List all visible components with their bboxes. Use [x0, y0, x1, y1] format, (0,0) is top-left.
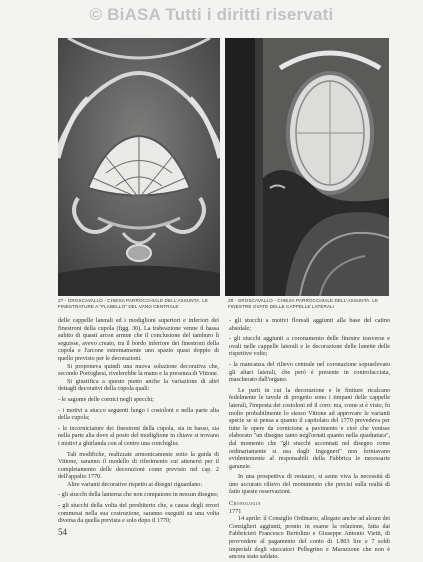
paragraph: Tali modifiche, realizzate armonicamente sotto la guida di Vittone, saranno il modello di riferimento cui attenersi per il completamento delle decorazioni come previsto nel cap. 2 dell'appalto 1770.	[58, 451, 219, 481]
left-text-column	[58, 318, 219, 526]
list-item: - la mancanza del rilievo centrale nel coronazione sopraelevato gli altari laterali, che però è presente in controfacciata, mascherato dall'organo.	[229, 361, 390, 384]
paragraph: In una prospettiva di restauro, si sente viva la necessità di uno accurato rilievo del monumento che precisi sulla realtà di fatto queste osservazioni.	[229, 474, 390, 496]
paragraph: Le parti in cui la decorazione e le finiture ricalcano fedelmente le tavole di progetto sono i timpani delle cappelle laterali, l'imposta dei costoloni ed il coro: ma, come si è visto, fu molto probabilmente lo stesso Vittone ad approvare le varianti specie se si pensa a quanto il capitolato del 1770 prevedeva per tutte le opere da cornicione a pavimento e cioè che venisse elaborato "un disegno tanto negl'ornati quanto nella quadratura", dal momento che "gli stucchi accennati nel disegno come ordinariamente si usa dagli Ingegneri" non forniavano evidentemente al responsabili della Fabbrica le necessarie garanzie.	[229, 387, 390, 470]
list-item: - gli stucchi della lanterna che non compaiono in nessun disegno;	[58, 492, 219, 499]
caption-right: 28 - GROSCAVALLO - CHIESA PARROCCHIALE DELL'ASSUNTA. LE FINESTRE OVATE DELLE CAPPELLE LATERALI	[228, 298, 379, 309]
watermark-banner: © BiASA Tutti i diritti riservati	[89, 5, 334, 24]
list-item: - le incorniciature dei finestroni della cupola, sia in basso, sia nella parte alta dove al posto del modiglione in chiave si trovano i motivi a ghirlanda con al centro una conchiglia;	[58, 425, 219, 447]
paragraph: Altre varianti decorative rispetto ai disegni riguardano:	[67, 481, 203, 488]
section-heading: Cronologia	[229, 501, 261, 508]
photo-oval-windows	[225, 38, 389, 296]
photo-flabello-window	[58, 38, 220, 296]
list-item: - i motivi a stucco seguenti lungo i costoloni e nella parte alta della cupola;	[58, 407, 219, 422]
list-item: - le sagome delle cornici negli specchi;	[58, 396, 154, 403]
caption-left: 27 - GROSCAVALLO - CHIESA PARROCCHIALE DELL'ASSUNTA. LE FINESTRATURE A "FLABELLO" DEL VANO CENTRALE	[58, 298, 209, 309]
right-text-column	[229, 318, 390, 562]
list-item: - gli stucchi aggiunti a coronamento delle finestre trasverse e ovali nelle cappelle laterali e le decorazione delle lunette delle rispettive volte;	[229, 336, 390, 358]
list-item: - gli stucchi a motivi floreali aggiunti alla base del catino absidale;	[229, 318, 390, 332]
page-number: 54	[58, 527, 67, 537]
paragraph: delle cappelle laterali ed i modiglioni superiori e inferiori dei finestroni della cupola (figg. 30). La trabeazione venne il bassa subito di quasti arcon armue che il conclusione del tamburo li seguisse, avevo creato, tra il bordo inferiore dei finestroni della cupola e l'arcone estremamente uno spazio quasi doppio di quello previsto per le decorazioni.	[58, 318, 219, 362]
year-heading: 1771	[229, 508, 242, 515]
paragraph: Si proponeva quindi una nuova soluzione decorativa che, secondo Portoghesi, rivelerebbe la mano e la presenza di Vittone.	[58, 363, 219, 378]
paragraph: Si giustifica a questo punto anche la variazione di altri dettagli decorativi della cupola quali:	[58, 378, 219, 393]
paragraph: 14 aprile: il Consiglio Ordinario, allegato anche ad alcuni dei Consiglieri aggiunti, pronto in esame la relazione, fatta dai Fabbricieri Francesco Bertolino e Giuseppe Antonio Vietti, di provvedere al pagamento del conto di 1.803 lire e 7 soldi imperiali degli stuccatori Pellegrino e Marazzone che non è ancora stato saldato.	[229, 516, 390, 561]
list-item: - gli stucchi della volta del presbiterio che, a causa degli errori commessi nella sua costruzione, saranno eseguiti su una volta diversa da quella prevista e solo dopo il 1770;	[58, 503, 219, 525]
